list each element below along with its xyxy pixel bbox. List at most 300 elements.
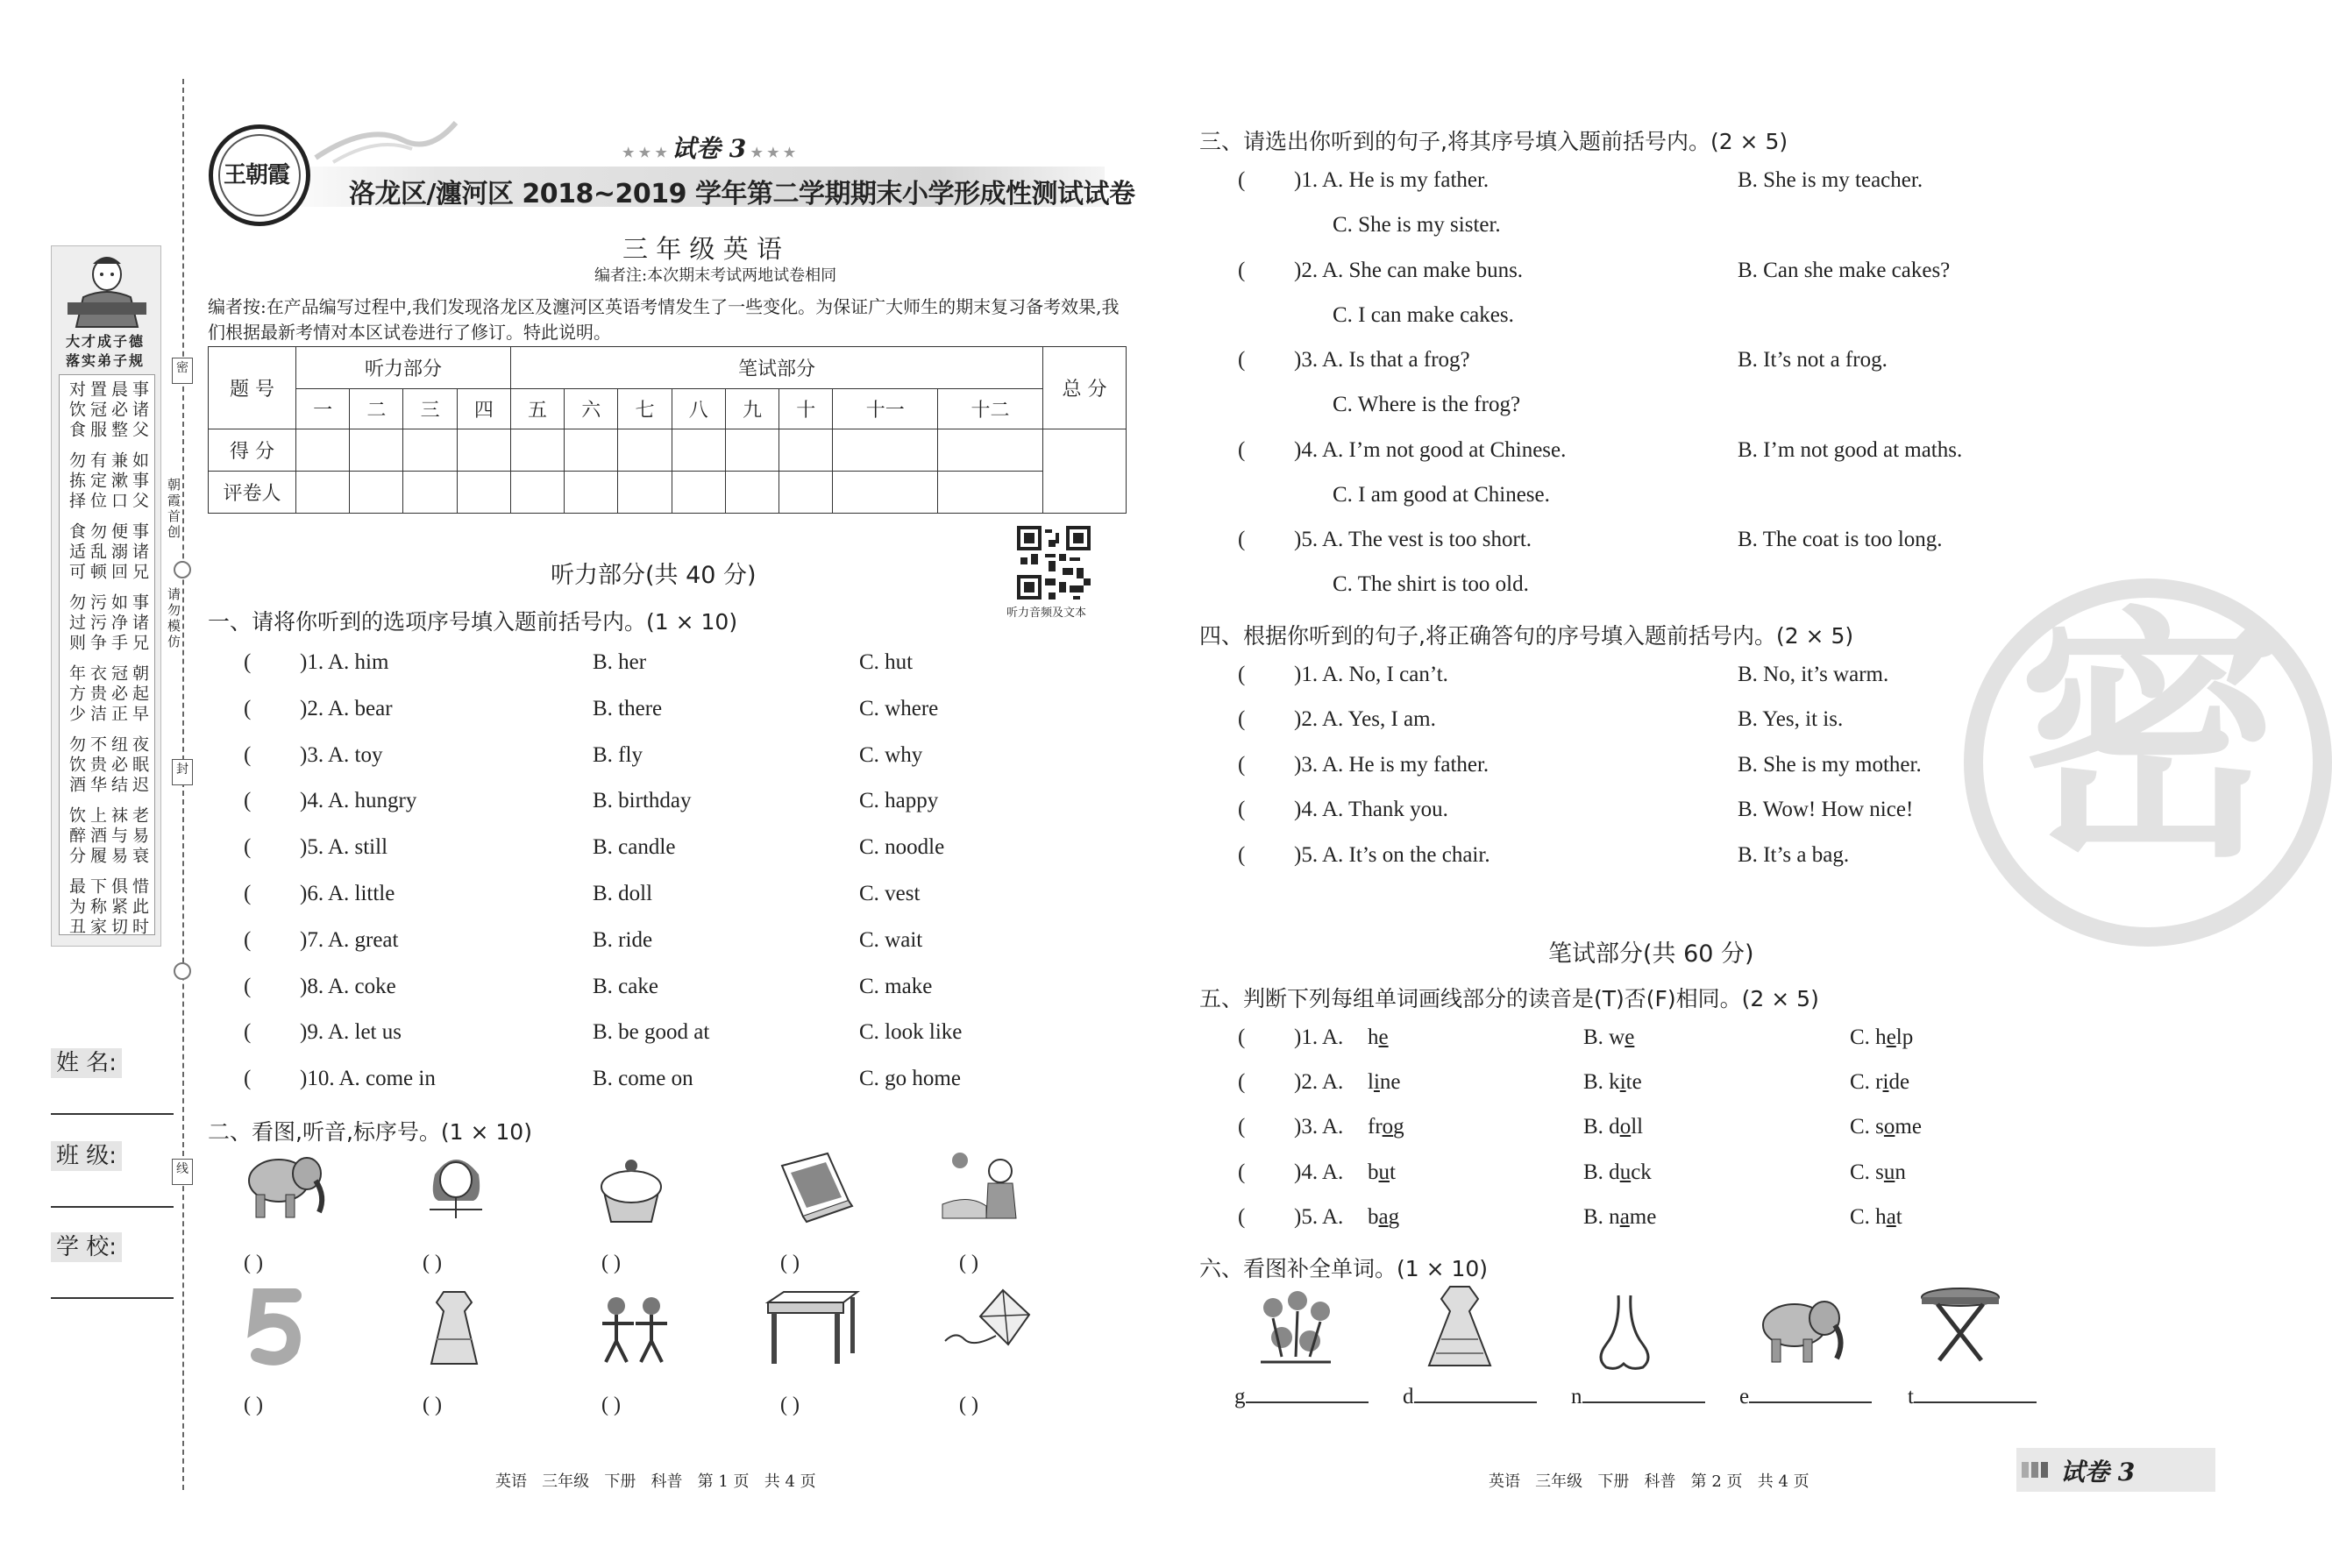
- option-b: B. candle: [593, 835, 676, 860]
- answer-paren-open[interactable]: (: [1238, 1070, 1246, 1095]
- number-five-picture-icon: [245, 1288, 307, 1367]
- underlined-letters: e: [1625, 1025, 1635, 1049]
- word: [1583, 1115, 1643, 1139]
- grader-cell[interactable]: [350, 472, 403, 514]
- table-picture-icon: [1916, 1285, 2004, 1364]
- motto-column: 勿饮酒: [67, 735, 86, 796]
- first-letter: n: [1571, 1385, 1582, 1408]
- score-number-row: [209, 389, 1127, 429]
- seal-mark-3: 线: [172, 1159, 193, 1185]
- first-letter: d: [1403, 1385, 1414, 1408]
- item-number: )5. A.: [1294, 1204, 1349, 1229]
- word-blank[interactable]: [1908, 1385, 2037, 1409]
- word-part: te: [1625, 1070, 1642, 1095]
- children-group-picture-icon: [1247, 1287, 1343, 1371]
- answer-paren-open[interactable]: (: [1238, 842, 1246, 867]
- word: [1850, 1025, 1913, 1050]
- score-number-cell: 四: [457, 389, 510, 429]
- answer-paren-open[interactable]: (: [244, 789, 252, 813]
- editor-note-small: 编者注:本次期末考试两地试卷相同: [594, 266, 837, 285]
- word-part: B. k: [1583, 1070, 1620, 1095]
- underlined-letters: i: [1373, 1070, 1380, 1095]
- reply-b: B. Wow! How nice!: [1738, 798, 1914, 822]
- motto-column: 事诸父: [130, 380, 149, 441]
- answer-line[interactable]: [1414, 1400, 1537, 1403]
- option-b: B. come on: [593, 1067, 693, 1091]
- score-cell[interactable]: [565, 429, 618, 472]
- section3-title: 三、请选出你听到的句子,将其序号填入题前括号内。(2 × 5): [1199, 129, 1788, 154]
- sentence-c: C. The shirt is too old.: [1333, 572, 1529, 597]
- underlined-letters: u: [1378, 1160, 1390, 1184]
- word-part: g: [1393, 1115, 1404, 1139]
- binding-hole-1: [174, 561, 191, 578]
- option-a: )2. A. bear: [300, 696, 393, 720]
- motto-column: 下称家: [88, 877, 107, 938]
- motto-column: 朝起早: [130, 664, 149, 725]
- score-cell[interactable]: [938, 429, 1043, 472]
- word-part: l: [1368, 1070, 1374, 1095]
- score-cell[interactable]: [350, 429, 403, 472]
- score-number-cell: 十一: [833, 389, 938, 429]
- word-part: b: [1368, 1204, 1379, 1229]
- motto-column: 如净手: [109, 593, 128, 654]
- score-number-cell: 二: [350, 389, 403, 429]
- word-part: C. s: [1850, 1160, 1884, 1184]
- motto-column: 污污争: [88, 593, 107, 654]
- motto-column: 对饮食: [67, 380, 86, 441]
- option-c: C. go home: [859, 1067, 961, 1091]
- sentence-b: B. Can she make cakes?: [1738, 258, 1951, 282]
- reply-a: )3. A. He is my father.: [1294, 752, 1489, 777]
- word-part: B. d: [1583, 1115, 1620, 1139]
- binding-hole-2: [174, 962, 191, 980]
- word-part: C. h: [1850, 1025, 1887, 1049]
- sentence-a: )5. A. The vest is too short.: [1294, 528, 1532, 552]
- score-table: [208, 346, 1127, 514]
- grader-cell[interactable]: [510, 472, 564, 514]
- option-a: )1. A. him: [300, 650, 389, 674]
- answer-paren-open[interactable]: (: [1238, 1025, 1246, 1049]
- option-a: )3. A. toy: [300, 742, 383, 767]
- qr-caption: 听力音频及文本: [1006, 607, 1087, 620]
- underlined-letters: u: [1883, 1160, 1895, 1184]
- motto-column: 勿过则: [67, 593, 86, 654]
- answer-line[interactable]: [1749, 1400, 1872, 1403]
- motto-column: 事诸兄: [130, 593, 149, 654]
- motto-line-1: 大才成子德: [66, 333, 146, 350]
- score-cell[interactable]: [833, 429, 938, 472]
- answer-paren-open[interactable]: (: [1238, 1115, 1246, 1139]
- motto-column: 冠必正: [109, 664, 128, 725]
- underlined-letters: o: [1883, 1115, 1895, 1139]
- motto-column: 惜此时: [130, 877, 149, 938]
- answer-paren-open[interactable]: (: [1238, 707, 1246, 732]
- option-b: B. there: [593, 696, 663, 720]
- picture-answer-paren[interactable]: ( ): [959, 1394, 978, 1416]
- motto-column: 衣贵洁: [88, 664, 107, 725]
- ribbon-decoration-icon: [316, 114, 456, 167]
- word-part: me: [1629, 1204, 1657, 1229]
- editor-note: 编者按:在产品编写过程中,我们发现洛龙区及瀍河区英语考情发生了一些变化。为保证广大师生的期末复习备考效果,我们根据最新考情对本区试卷进行了修订。特此说明。: [208, 296, 1120, 343]
- score-number-cell: 九: [725, 389, 779, 429]
- word-part: n: [1895, 1160, 1906, 1184]
- motto-column: 事诸兄: [130, 522, 149, 583]
- score-number-cell: 五: [510, 389, 564, 429]
- dress-picture-2-icon: [1422, 1283, 1497, 1371]
- seal-mark-2: 封: [172, 759, 193, 785]
- option-c: C. why: [859, 742, 923, 767]
- option-a: )5. A. still: [300, 835, 388, 860]
- sentence-c: C. Where is the frog?: [1333, 393, 1521, 417]
- motto-column: 如事父: [130, 451, 149, 512]
- score-total-header: 总 分: [1043, 347, 1127, 429]
- first-letter: t: [1908, 1385, 1914, 1408]
- girl-picture-icon: [412, 1148, 500, 1227]
- scholar-figure-icon: [64, 252, 150, 329]
- underlined-letters: e: [1378, 1025, 1389, 1049]
- qr-code-icon[interactable]: [1017, 526, 1091, 600]
- picture-answer-paren[interactable]: ( ): [244, 1394, 263, 1416]
- sentence-a: )2. A. She can make buns.: [1294, 258, 1524, 282]
- sentence-c: C. I can make cakes.: [1333, 302, 1514, 327]
- motto-column: 便溺回: [109, 522, 128, 583]
- elephant-picture-2-icon: [1749, 1287, 1851, 1367]
- motto-column: 夜眠迟: [130, 735, 149, 796]
- answer-paren-open[interactable]: (: [1238, 528, 1246, 552]
- subject-title: 三 年 级 英 语: [622, 234, 782, 264]
- children-playing-picture-icon: [592, 1288, 676, 1367]
- picture-answer-paren[interactable]: ( ): [601, 1394, 621, 1416]
- underlined-letters: i: [1619, 1070, 1626, 1095]
- grader-cell[interactable]: [457, 472, 510, 514]
- grader-cell[interactable]: [779, 472, 833, 514]
- answer-paren-open[interactable]: (: [1238, 348, 1246, 372]
- word-blank[interactable]: [1571, 1385, 1705, 1409]
- school-field[interactable]: [51, 1229, 174, 1299]
- answer-paren-open[interactable]: (: [244, 742, 252, 767]
- option-b: B. birthday: [593, 789, 692, 813]
- item-number: )4. A.: [1294, 1160, 1349, 1184]
- motto-column: 食适可: [67, 522, 86, 583]
- score-listen-header: 听力部分: [296, 347, 511, 389]
- underlined-letters: a: [1886, 1204, 1896, 1229]
- answer-paren-open[interactable]: (: [244, 650, 252, 674]
- dress-picture-icon: [419, 1287, 489, 1369]
- grader-cell[interactable]: [725, 472, 779, 514]
- word-part: me: [1895, 1115, 1922, 1139]
- score-number-cell: 七: [618, 389, 672, 429]
- score-number-cell: 八: [672, 389, 725, 429]
- first-letter: e: [1739, 1385, 1750, 1408]
- motto-column: 兼漱口: [109, 451, 128, 512]
- underlined-letters: o: [1382, 1115, 1394, 1139]
- score-write-header: 笔试部分: [510, 347, 1042, 389]
- cake-picture-icon: [592, 1148, 671, 1227]
- score-row: [209, 429, 1127, 472]
- item-number: )2. A.: [1294, 1070, 1349, 1095]
- reply-b: B. She is my mother.: [1738, 752, 1922, 777]
- picture-answer-paren[interactable]: ( ): [959, 1252, 978, 1274]
- score-number-cell: 十: [779, 389, 833, 429]
- score-cell[interactable]: [618, 429, 672, 472]
- word: [1583, 1025, 1634, 1050]
- option-a: )8. A. coke: [300, 974, 396, 998]
- underlined-letters: o: [1619, 1115, 1632, 1139]
- motto-column: 有定位: [88, 451, 107, 512]
- picture-answer-paren[interactable]: ( ): [423, 1394, 442, 1416]
- watermark-char: 密: [2018, 583, 2281, 892]
- option-a: )6. A. little: [300, 882, 395, 905]
- boy-planting-picture-icon: [942, 1148, 1030, 1227]
- picture-answer-paren[interactable]: ( ): [244, 1252, 263, 1274]
- paper-label: ★ ★ ★ 试卷 3 ★ ★ ★: [622, 134, 796, 163]
- class-field[interactable]: [51, 1138, 174, 1208]
- answer-paren-open[interactable]: (: [1238, 168, 1246, 192]
- word: [1368, 1070, 1401, 1095]
- answer-paren-open[interactable]: (: [244, 974, 252, 998]
- book-picture-icon: [773, 1148, 857, 1224]
- motto-column: 老易衰: [130, 806, 149, 867]
- reply-a: )2. A. Yes, I am.: [1294, 707, 1436, 732]
- motto-column: 年方少: [67, 664, 86, 725]
- score-cell[interactable]: [296, 429, 350, 472]
- answer-paren-open[interactable]: (: [1238, 437, 1246, 462]
- score-cell[interactable]: [725, 429, 779, 472]
- word-part: t: [1895, 1204, 1902, 1229]
- word: [1368, 1205, 1399, 1230]
- word: [1583, 1205, 1656, 1230]
- underlined-letters: i: [1882, 1070, 1889, 1095]
- kite-picture-icon: [938, 1287, 1034, 1369]
- answer-paren-open[interactable]: (: [244, 835, 252, 860]
- answer-paren-open[interactable]: (: [1238, 752, 1246, 777]
- logo-text: 王朝霞: [224, 162, 290, 188]
- motto-column: 晨必整: [109, 380, 128, 441]
- motto-column: 勿乱顿: [88, 522, 107, 583]
- desk-picture-icon: [764, 1288, 861, 1367]
- option-a: )9. A. let us: [300, 1020, 402, 1045]
- word: [1368, 1025, 1389, 1050]
- score-number-cell: 三: [403, 389, 457, 429]
- footer-right: 英语 三年级 下册 科普 第 2 页 共 4 页: [1489, 1472, 1809, 1491]
- motto-column: 饮醉分: [67, 806, 86, 867]
- motto-column: 俱紧切: [109, 877, 128, 938]
- motto-column: 不贵华: [88, 735, 107, 796]
- motto-column: 袜与易: [109, 806, 128, 867]
- margin-note-1: 朝霞首创: [166, 478, 181, 541]
- grader-cell[interactable]: [618, 472, 672, 514]
- grader-cell[interactable]: [403, 472, 457, 514]
- picture-answer-paren[interactable]: ( ): [780, 1394, 800, 1416]
- word: [1850, 1160, 1906, 1185]
- option-a: )10. A. come in: [300, 1067, 436, 1091]
- word: [1850, 1115, 1922, 1139]
- answer-line[interactable]: [1582, 1400, 1705, 1403]
- reply-b: B. It’s a bag.: [1738, 842, 1850, 867]
- reply-a: )5. A. It’s on the chair.: [1294, 842, 1490, 867]
- sentence-c: C. She is my sister.: [1333, 213, 1501, 237]
- underlined-letters: a: [1378, 1204, 1389, 1229]
- corner-label: 试卷 3: [2060, 1458, 2136, 1486]
- answer-paren-open[interactable]: (: [244, 1067, 252, 1091]
- option-c: C. hut: [859, 650, 914, 674]
- sentence-b: B. It’s not a frog.: [1738, 348, 1888, 372]
- word: [1583, 1160, 1652, 1185]
- footer-left: 英语 三年级 下册 科普 第 1 页 共 4 页: [495, 1472, 816, 1491]
- motto-column: 上酒履: [88, 806, 107, 867]
- word: [1368, 1160, 1396, 1185]
- motto-column: 纽必结: [109, 735, 128, 796]
- option-b: B. be good at: [593, 1020, 710, 1045]
- paper-label-text: 试卷 3: [672, 134, 747, 163]
- motto-column: 勿拣择: [67, 451, 86, 512]
- option-c: C. wait: [859, 927, 923, 952]
- motto-column: 最为丑: [67, 877, 86, 938]
- score-cell[interactable]: [779, 429, 833, 472]
- word-part: fr: [1368, 1115, 1383, 1139]
- watermark-seal: [1964, 578, 2332, 947]
- word-part: B. n: [1583, 1204, 1620, 1229]
- name-field[interactable]: [51, 1045, 174, 1115]
- word-part: ll: [1631, 1115, 1644, 1139]
- grader-cell[interactable]: [833, 472, 938, 514]
- option-b: B. ride: [593, 927, 653, 952]
- answer-paren-open[interactable]: (: [244, 696, 252, 720]
- picture-answer-paren[interactable]: ( ): [601, 1252, 621, 1274]
- section6-title: 六、看图补全单词。(1 × 10): [1199, 1256, 1489, 1281]
- option-c: C. noodle: [859, 835, 945, 860]
- option-a: )7. A. great: [300, 927, 399, 952]
- word: [1850, 1205, 1902, 1230]
- answer-paren-open[interactable]: (: [1238, 1204, 1246, 1229]
- word-part: ne: [1379, 1070, 1401, 1095]
- first-letter: g: [1234, 1385, 1246, 1408]
- name-label: 姓 名:: [51, 1048, 122, 1078]
- grader-row: [209, 472, 1127, 514]
- word-part: de: [1888, 1070, 1910, 1095]
- option-c: C. make: [859, 974, 933, 998]
- answer-line[interactable]: [1246, 1400, 1369, 1403]
- word: [1368, 1115, 1404, 1139]
- motto-text-box: [59, 374, 155, 938]
- section1-title: 一、请将你听到的选项序号填入题前括号内。(1 × 10): [208, 609, 738, 635]
- sentence-b: B. I’m not good at maths.: [1738, 437, 1963, 462]
- class-label: 班 级:: [51, 1141, 122, 1171]
- underlined-letters: a: [1619, 1204, 1630, 1229]
- total-score-cell[interactable]: [1043, 429, 1127, 514]
- option-b: B. her: [593, 650, 647, 674]
- score-cell[interactable]: [457, 429, 510, 472]
- section2-title: 二、看图,听音,标序号。(1 × 10): [208, 1119, 532, 1145]
- option-b: B. cake: [593, 974, 658, 998]
- exam-title: 洛龙区/瀍河区 2018~2019 学年第二学期期末小学形成性测试试卷: [349, 179, 1135, 209]
- answer-paren-open[interactable]: (: [244, 927, 252, 952]
- underlined-letters: e: [1886, 1025, 1896, 1049]
- word-part: h: [1368, 1025, 1379, 1049]
- sentence-c: C. I am good at Chinese.: [1333, 482, 1550, 507]
- answer-line[interactable]: [1914, 1400, 2037, 1403]
- option-b: B. fly: [593, 742, 643, 767]
- sentence-b: B. She is my teacher.: [1738, 168, 1923, 192]
- reply-b: B. No, it’s warm.: [1738, 663, 1889, 686]
- writing-title: 笔试部分(共 60 分): [1548, 940, 1754, 968]
- school-label: 学 校:: [51, 1232, 122, 1262]
- grader-cell[interactable]: [672, 472, 725, 514]
- sentence-b: B. The coat is too long.: [1738, 528, 1943, 552]
- underlined-letters: u: [1619, 1160, 1632, 1184]
- word-blank[interactable]: [1739, 1385, 1872, 1409]
- option-b: B. doll: [593, 882, 653, 905]
- score-col-title: 题 号: [209, 347, 296, 429]
- answer-paren-open[interactable]: (: [244, 1020, 252, 1045]
- listening-title: 听力部分(共 40 分): [551, 562, 757, 589]
- score-row-label: 得 分: [209, 429, 296, 472]
- word-blank[interactable]: [1234, 1385, 1369, 1409]
- motto-panel: [51, 245, 161, 947]
- grader-row-label: 评卷人: [209, 472, 296, 514]
- reply-a: )1. A. No, I can’t.: [1294, 663, 1448, 686]
- word-blank[interactable]: [1403, 1385, 1537, 1409]
- answer-paren-open[interactable]: (: [1238, 798, 1246, 822]
- score-cell[interactable]: [403, 429, 457, 472]
- seal-mark-1: 密: [172, 358, 193, 384]
- grader-cell[interactable]: [296, 472, 350, 514]
- word-part: C. h: [1850, 1204, 1887, 1229]
- motto-grid: [65, 380, 151, 948]
- word-part: C. s: [1850, 1115, 1884, 1139]
- answer-paren-open[interactable]: (: [244, 882, 252, 905]
- score-number-cell: 十二: [938, 389, 1043, 429]
- word-part: ck: [1631, 1160, 1652, 1184]
- score-cell[interactable]: [672, 429, 725, 472]
- answer-paren-open[interactable]: (: [1238, 663, 1246, 686]
- word-part: t: [1390, 1160, 1396, 1184]
- word-part: B. d: [1583, 1160, 1620, 1184]
- picture-answer-paren[interactable]: ( ): [780, 1252, 800, 1274]
- elephant-picture-icon: [235, 1144, 331, 1223]
- word-part: B. w: [1583, 1025, 1625, 1049]
- answer-paren-open[interactable]: (: [1238, 258, 1246, 282]
- option-c: C. happy: [859, 789, 939, 813]
- score-cell[interactable]: [510, 429, 564, 472]
- motto-line-2: 落实弟子规: [66, 352, 146, 369]
- sentence-a: )1. A. He is my father.: [1294, 168, 1489, 192]
- word: [1850, 1070, 1909, 1095]
- sentence-a: )4. A. I’m not good at Chinese.: [1294, 437, 1567, 462]
- word-part: g: [1388, 1204, 1400, 1229]
- item-number: )1. A.: [1294, 1025, 1349, 1049]
- grader-cell[interactable]: [565, 472, 618, 514]
- margin-note-2: 请勿模仿: [166, 587, 181, 650]
- picture-answer-paren[interactable]: ( ): [423, 1252, 442, 1274]
- word-part: lp: [1895, 1025, 1914, 1049]
- option-a: )4. A. hungry: [300, 789, 417, 813]
- option-c: C. where: [859, 696, 939, 720]
- score-number-cell: 一: [296, 389, 350, 429]
- reply-a: )4. A. Thank you.: [1294, 798, 1448, 822]
- reply-b: B. Yes, it is.: [1738, 707, 1844, 732]
- grader-cell[interactable]: [938, 472, 1043, 514]
- section4-title: 四、根据你听到的句子,将正确答句的序号填入题前括号内。(2 × 5): [1199, 623, 1854, 649]
- word-part: b: [1368, 1160, 1379, 1184]
- item-number: )3. A.: [1294, 1115, 1349, 1139]
- corner-squares: [2022, 1462, 2048, 1478]
- score-number-cell: 六: [565, 389, 618, 429]
- word-part: C. r: [1850, 1070, 1883, 1095]
- section5-title: 五、判断下列每组单词画线部分的读音是(T)否(F)相同。(2 × 5): [1199, 986, 1819, 1011]
- motto-column: 置冠服: [88, 380, 107, 441]
- answer-paren-open[interactable]: (: [1238, 1160, 1246, 1184]
